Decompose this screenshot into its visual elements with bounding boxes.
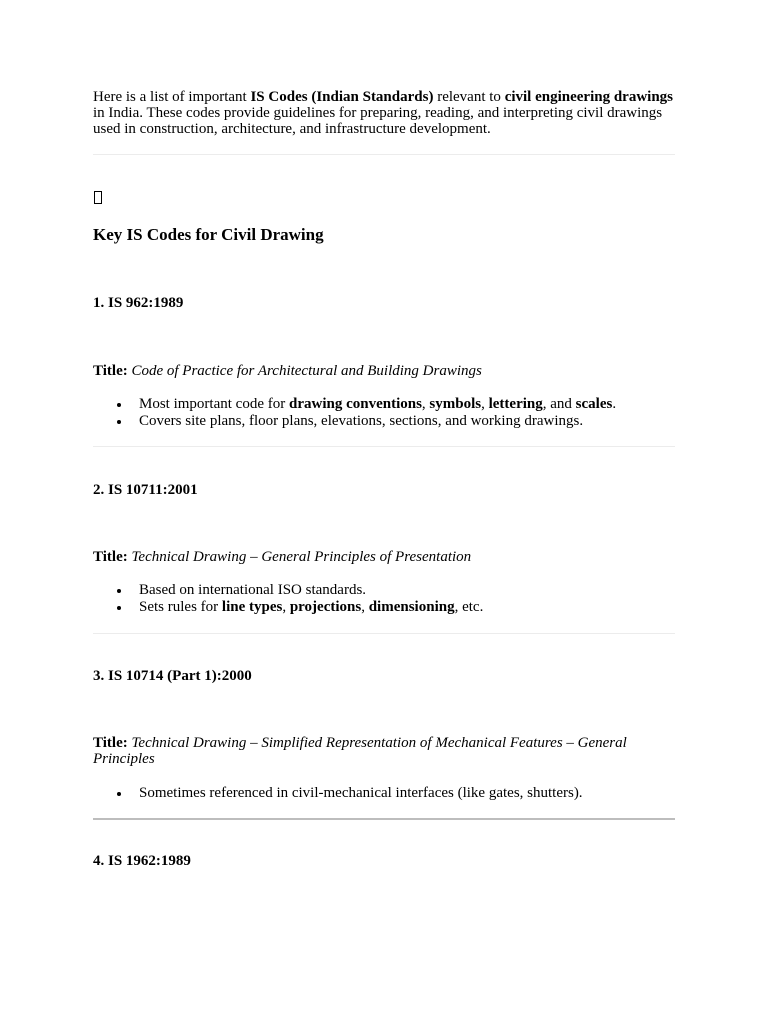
bullet-text: Sets rules for [139,599,222,615]
list-item [93,582,675,599]
code-heading-is-1962: 4. IS 1962:1989 [93,853,191,869]
bullet-text: , and [542,396,576,412]
bullet-text: Most important code for [139,396,289,412]
bullet-bold: projections [289,599,362,615]
bullet-list-is-962 [93,396,675,430]
section-heading: Key IS Codes for Civil Drawing [93,225,324,244]
bullet-text: , [282,599,290,615]
intro-bold-civil-drawings: civil engineering drawings [504,89,674,105]
bullet-text: . [612,396,617,412]
bullet-list-is-10711 [93,582,675,616]
divider-heavy [93,818,675,820]
title-label: Title: [93,363,128,379]
bullet-list-is-10714 [93,785,675,802]
divider [93,446,675,447]
title-label: Title: [93,549,128,565]
intro-paragraph [93,89,675,137]
bullet-bold: symbols [429,396,482,412]
bullet-text: Covers site plans, floor plans, elevations, sections, and working drawings. [139,413,584,429]
code-title-is-962 [93,363,675,379]
code-title-is-10711 [93,549,675,565]
bullet-text: , etc. [454,599,484,615]
divider [93,154,675,155]
code-heading-is-10711: 2. IS 10711:2001 [93,482,198,498]
intro-text-1: Here is a list of important [93,89,251,105]
title-label: Title: [93,735,128,751]
bullet-text: , [361,599,369,615]
list-item [93,413,675,430]
bullet-bold: scales [575,396,613,412]
bullet-bold: drawing conventions [288,396,422,412]
intro-text-3: in India. These codes provide guidelines for preparing, reading, and interpreting civil drawings used in construction, architecture, and infrastructure development. [93,105,663,137]
code-title-is-10714 [93,735,675,767]
code-heading-is-962: 1. IS 962:1989 [93,295,184,311]
intro-bold-is-codes: IS Codes (Indian Standards) [250,89,434,105]
title-text: Technical Drawing – General Principles of Presentation [131,549,472,565]
bullet-text: , [481,396,489,412]
bullet-text: Based on international ISO standards. [139,582,367,598]
bullet-text: Sometimes referenced in civil-mechanical interfaces (like gates, shutters). [139,785,583,801]
intro-text-2: relevant to [433,89,505,105]
list-item [93,396,675,413]
title-text: Technical Drawing – Simplified Representation of Mechanical Features – General Principles [93,735,627,767]
list-item [93,785,675,802]
divider [93,633,675,634]
missing-glyph-icon [94,191,102,204]
bullet-text: , [421,396,430,412]
bullet-bold: line types [221,599,283,615]
bullet-bold: lettering [488,396,543,412]
bullet-bold: dimensioning [368,599,455,615]
list-item [93,599,675,616]
code-heading-is-10714: 3. IS 10714 (Part 1):2000 [93,668,252,684]
title-text: Code of Practice for Architectural and Building Drawings [131,363,482,379]
